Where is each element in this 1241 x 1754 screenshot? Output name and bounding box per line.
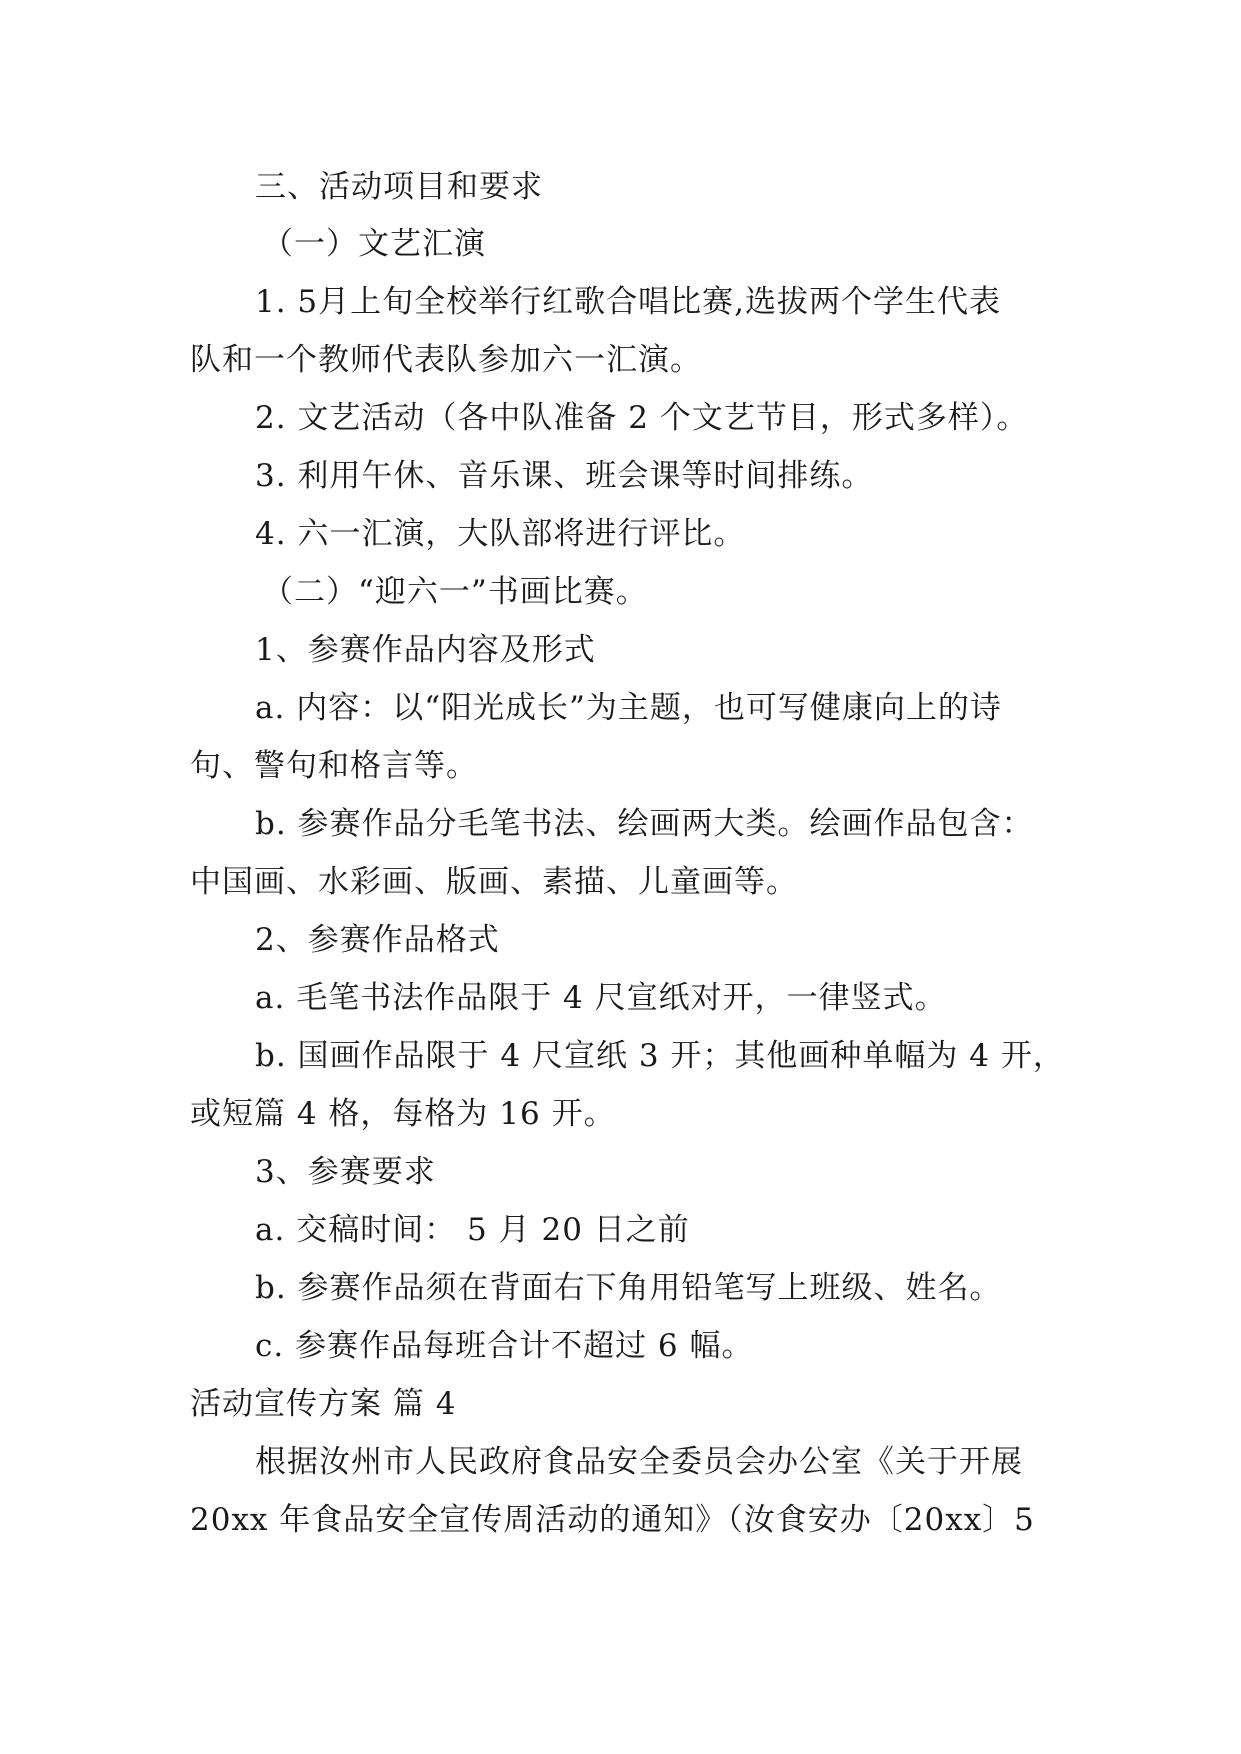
paragraph-line: c. 参赛作品每班合计不超过 6 幅。 — [255, 1328, 754, 1364]
item-heading: 1、参赛作品内容及形式 — [255, 632, 596, 668]
paragraph-line: 20xx 年食品安全宣传周活动的通知》（汝食安办〔20xx〕5 — [190, 1502, 1035, 1538]
paragraph-line: 1. 5月上旬全校举行红歌合唱比赛,选拔两个学生代表 — [255, 284, 1002, 320]
item-heading: 3、参赛要求 — [255, 1154, 436, 1190]
paragraph-line: 2. 文艺活动（各中队准备 2 个文艺节目，形式多样）。 — [255, 400, 1029, 436]
article-title: 活动宣传方案 篇 4 — [190, 1386, 457, 1422]
paragraph-line: a. 交稿时间： 5 月 20 日之前 — [255, 1212, 690, 1248]
paragraph-line: 句、警句和格言等。 — [190, 748, 478, 784]
item-heading: 2、参赛作品格式 — [255, 922, 500, 958]
paragraph-line: 根据汝州市人民政府食品安全委员会办公室《关于开展 — [255, 1444, 1023, 1480]
subsection-heading: （一）文艺汇演 — [262, 226, 486, 262]
section-heading: 三、活动项目和要求 — [255, 169, 543, 205]
paragraph-line: b. 参赛作品分毛笔书法、绘画两大类。绘画作品包含： — [255, 806, 1034, 842]
subsection-heading: （二）“迎六一”书画比赛。 — [262, 574, 648, 610]
paragraph-line: 或短篇 4 格，每格为 16 开。 — [190, 1096, 616, 1132]
paragraph-line: 4. 六一汇演，大队部将进行评比。 — [255, 516, 746, 552]
paragraph-line: 队和一个教师代表队参加六一汇演。 — [190, 342, 702, 378]
paragraph-line: 中国画、水彩画、版画、素描、儿童画等。 — [190, 864, 798, 900]
paragraph-line: a. 内容：以“阳光成长”为主题，也可写健康向上的诗 — [255, 690, 1002, 726]
paragraph-line: b. 国画作品限于 4 尺宣纸 3 开；其他画种单幅为 4 开， — [255, 1038, 1065, 1074]
paragraph-line: 3. 利用午休、音乐课、班会课等时间排练。 — [255, 458, 874, 494]
paragraph-line: b. 参赛作品须在背面右下角用铅笔写上班级、姓名。 — [255, 1270, 1002, 1306]
paragraph-line: a. 毛笔书法作品限于 4 尺宣纸对开，一律竖式。 — [255, 980, 947, 1016]
